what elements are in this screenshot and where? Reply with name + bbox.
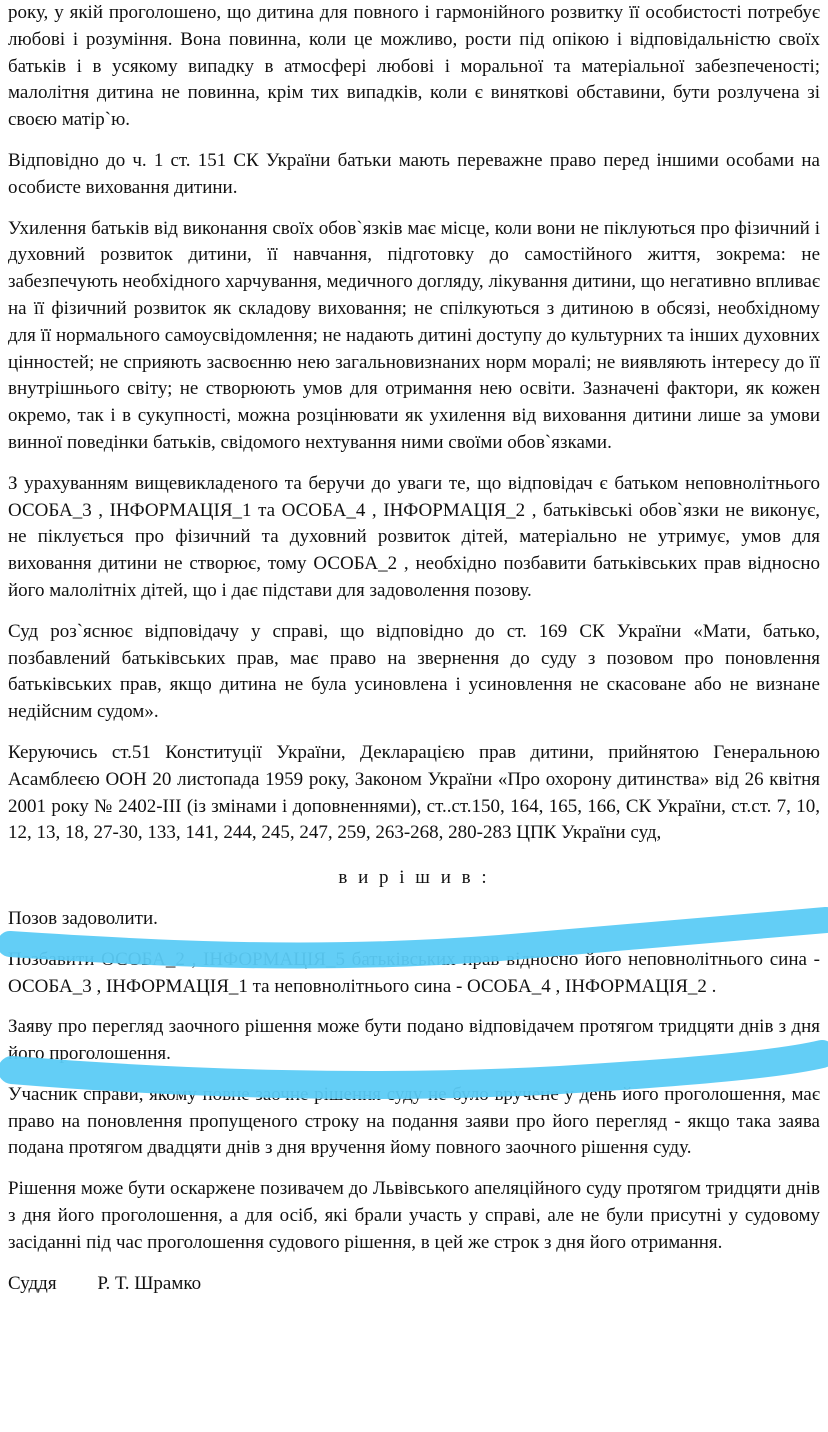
decision-review-term: Заяву про перегляд заочного рішення може бути подано відповідачем протягом тридцяти днів з дня його проголошення. bbox=[8, 1016, 820, 1065]
decision-participant-rights: Учасник справи, якому повне заочне рішення суду не було вручене у день його проголошення, має право на поновлення пропущеного строку на подання заяви про його перегляд - якщо така заява подана протягом двадцяти днів з дня вручення йому повного заочного рішення суду. bbox=[8, 1083, 820, 1159]
judge-title: Суддя bbox=[8, 1272, 57, 1294]
paragraph-article-151: Відповідно до ч. 1 ст. 151 СК України батьки мають переважне право перед іншими особами на особисте виховання дитини. bbox=[8, 149, 820, 198]
signature-line bbox=[8, 1271, 820, 1298]
decision-appeal: Рішення може бути оскаржене позивачем до Львівського апеляційного суду протягом тридцяти днів з дня його проголошення, а для осіб, які брали участь у справі, але не були присутні у судовому засіданні під час проголошення судового рішення, в цей же строк з дня його отримання. bbox=[8, 1178, 820, 1253]
decision-grant-claim: Позов задоволити. bbox=[8, 907, 158, 929]
paragraph-declaration: року, у якій проголошено, що дитина для повного і гармонійного розвитку її особистості потребує любові і розуміння. Вона повинна, коли це можливо, рости під опікою і відповідальністю своїх батьків і в усякому випадку в атмосфері любові і моральної та матеріальної забезпеченості; малолітня дитина не повинна, крім тих випадків, коли є виняткові обставини, бути розлучена зі своєю матір`ю. bbox=[8, 2, 820, 131]
paragraph-considering: З урахуванням вищевикладеного та беручи до уваги те, що відповідач є батьком неповнолітнього ОСОБА_3 , ІНФОРМАЦІЯ_1 та ОСОБА_4 , ІНФОРМАЦІЯ_2 , батьківські обов`язки не виконує, не піклується про фізичний та духовний розвиток дітей, матеріально не утримує, умов для виховання дитини не створює, тому ОСОБА_2 , необхідно позбавити батьківських прав відносно його малолітніх дітей, що і дає підстави для задоволення позову. bbox=[8, 472, 820, 601]
paragraph-legal-basis: Керуючись ст.51 Конституції України, Декларацією прав дитини, прийнятою Генеральною Асамблеєю ООН 20 листопада 1959 року, Законом України «Про охорону дитинства» від 26 квітня 2001 року № 2402-III (із змінами і доповненнями), ст..ст.150, 164, 165, 166, СК України, ст.ст. 7, 10, 12, 13, 18, 27-30, 133, 141, 244, 245, 247, 259, 263-268, 280-283 ЦПК України суд, bbox=[8, 741, 820, 844]
decision-deprive-rights: Позбавити ОСОБА_2 , ІНФОРМАЦІЯ_5 батьківських прав відносно його неповнолітнього сина - ОСОБА_3 , ІНФОРМАЦІЯ_1 та неповнолітнього сина - ОСОБА_4 , ІНФОРМАЦІЯ_2 . bbox=[8, 948, 820, 997]
paragraph-explanation: Суд роз`яснює відповідачу у справі, що відповідно до ст. 169 СК України «Мати, батько, позбавлений батьківських прав, має право на звернення до суду з позовом про поновлення батьківських прав, якщо дитина не була усиновлена і усиновлення не скасоване або не визнане недійсним судом». bbox=[8, 620, 820, 723]
court-decision-page bbox=[8, 0, 820, 1311]
verdict-heading: в и р і ш и в : bbox=[338, 867, 490, 889]
paragraph-evasion: Ухилення батьків від виконання своїх обов`язків має місце, коли вони не піклуються про фізичний і духовний розвиток дитини, її навчання, підготовку до самостійного життя, зокрема: не забезпечують необхідного харчування, медичного догляду, лікування дитини, що негативно впливає на її фізичний розвиток як складову виховання; не спілкуються з дитиною в обсязі, необхідному для її нормального самоусвідомлення; не надають дитині доступу до культурних та інших духовних цінностей; не сприяють засвоєнню нею загальновизнаних норм моралі; не виявляють інтересу до її внутрішнього світу; не створюють умов для отримання нею освіти. Зазначені фактори, як кожен окремо, так і в сукупності, можна розцінювати як ухилення від виховання дитини лише за умови винної поведінки батьків, свідомого нехтування ними своїми обов`язками. bbox=[8, 217, 820, 453]
judge-name: Р. Т. Шрамко bbox=[97, 1272, 202, 1294]
